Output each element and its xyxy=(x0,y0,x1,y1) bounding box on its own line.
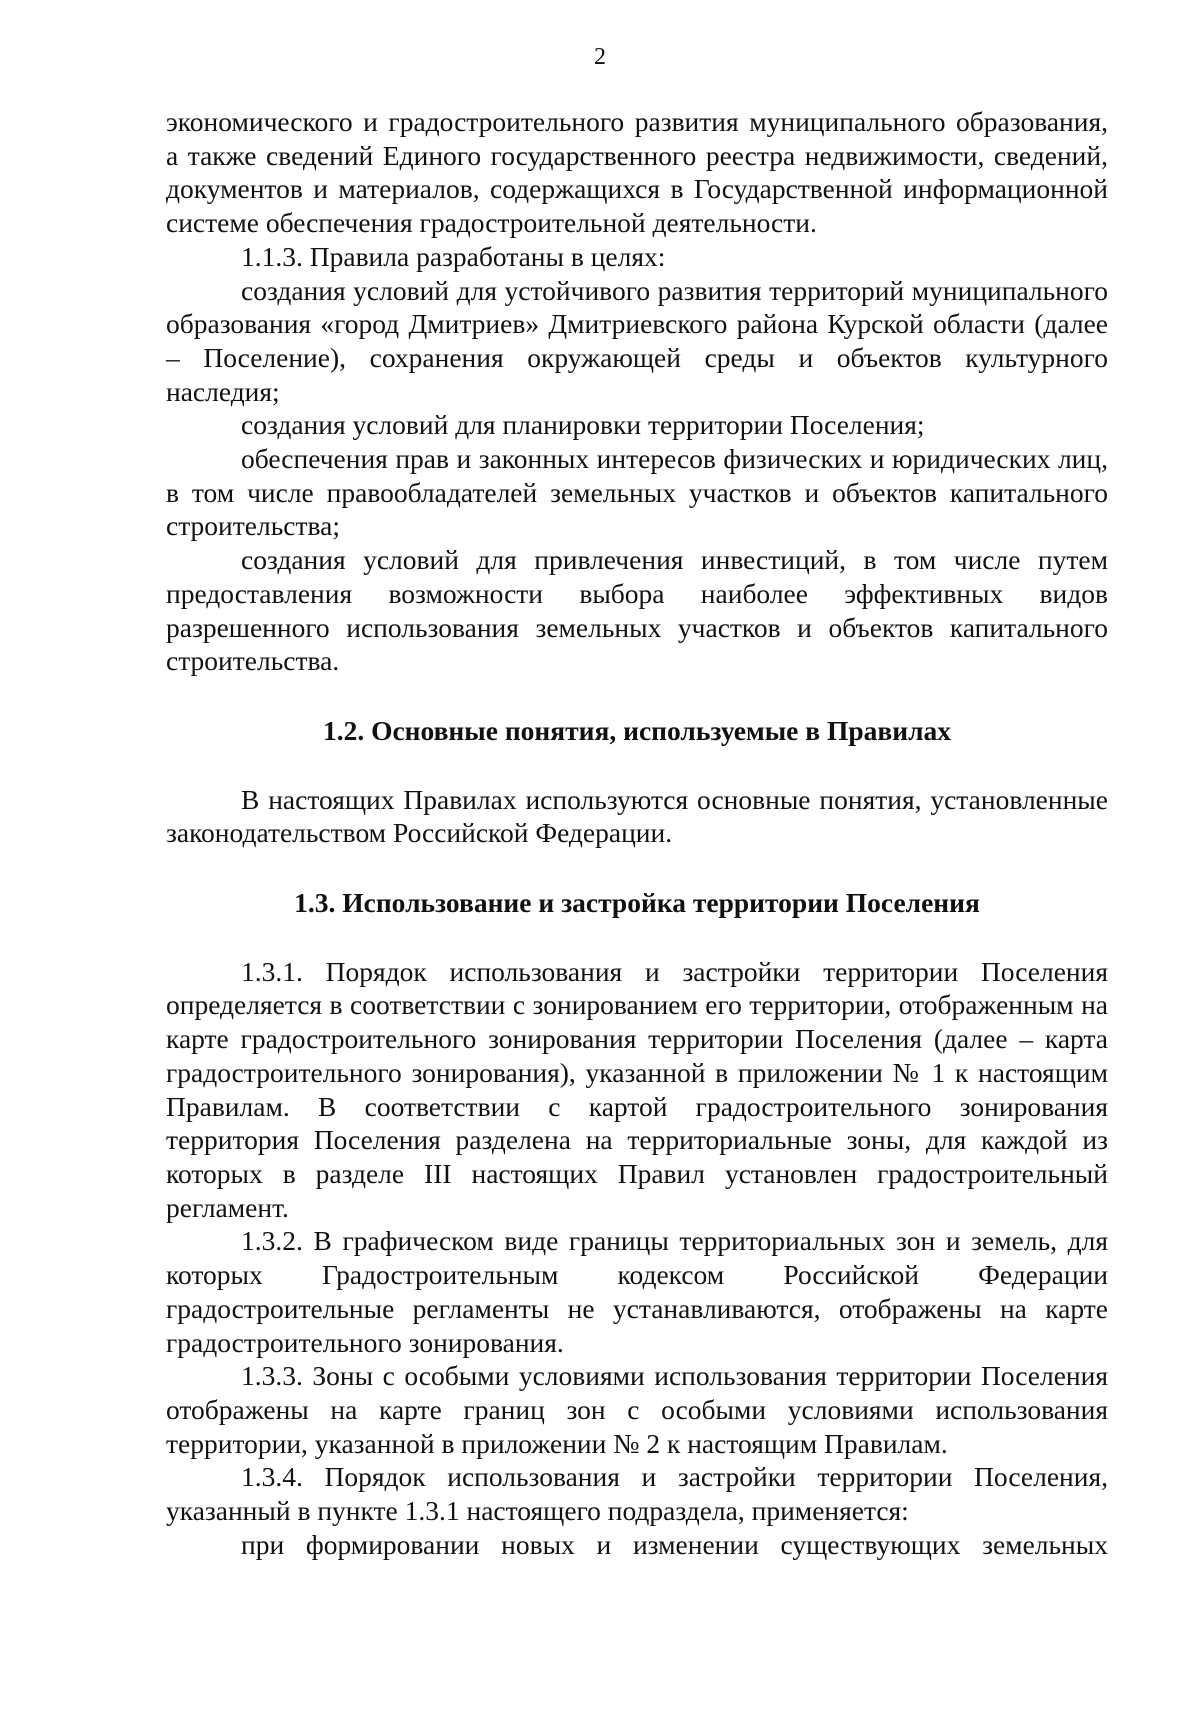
paragraph-continuation: экономического и градостроительного развития муниципального образования, а также сведений Единого государственного реестра недвижимости, сведений, документов и материалов, содержащихся в Государственной информационной системе обеспечения градостроительной деятельности. xyxy=(166,106,1108,239)
paragraph-goal-sustainable-development: создания условий для устойчивого развития территорий муниципального образования «город Дмитриев» Дмитриевского района Курской области (далее – Поселение), сохранения окружающей среды и объектов культурного наследия; xyxy=(166,274,1108,407)
paragraph-1-1-3: 1.1.3. Правила разработаны в целях: xyxy=(241,240,666,272)
paragraph-1-3-1: 1.3.1. Порядок использования и застройки территории Поселения определяется в соответствии с зонированием его территории, отображенным на карте градостроительного зонирования территории Поселения (далее – карта градостроительного зонирования), указанной в приложении № 1 к настоящим Правилам. В соответствии с картой градостроительного зонирования территория Поселения разделена на территориальные зоны, для каждой из которых в разделе III настоящих Правил установлен градостроительный регламент. xyxy=(166,955,1108,1223)
paragraph-goal-rights: обеспечения прав и законных интересов физических и юридических лиц, в том числе правообладателей земельных участков и объектов капитального строительства; xyxy=(166,443,1108,542)
paragraph-1-3-4: 1.3.4. Порядок использования и застройки территории Поселения, указанный в пункте 1.3.1 настоящего подраздела, применяется: xyxy=(166,1461,1108,1527)
page-number: 2 xyxy=(594,44,606,70)
section-heading-1-3: 1.3. Использование и застройка территории Поселения xyxy=(294,887,980,919)
paragraph-1-3-2: 1.3.2. В графическом виде границы территориальных зон и земель, для которых Градостроительным кодексом Российской Федерации градостроительные регламенты не устанавливаются, отображены на карте градостроительного зонирования. xyxy=(166,1225,1108,1358)
paragraph-goal-planning: создания условий для планировки территории Поселения; xyxy=(241,409,925,441)
section-heading-1-2: 1.2. Основные понятия, используемые в Правилах xyxy=(322,714,952,746)
paragraph-1-3-3: 1.3.3. Зоны с особыми условиями использования территории Поселения отображены на карте границ зон с особыми условиями использования территории, указанной в приложении № 2 к настоящим Правилам. xyxy=(166,1360,1108,1459)
paragraph-land-plots: при формировании новых и изменении существующих земельных xyxy=(241,1528,1108,1560)
document-body xyxy=(166,105,1108,1561)
paragraph-1-2: В настоящих Правилах используются основные понятия, установленные законодательством Российской Федерации. xyxy=(166,783,1108,849)
paragraph-goal-investments: создания условий для привлечения инвестиций, в том числе путем предоставления возможности выбора наиболее эффективных видов разрешенного использования земельных участков и объектов капитального строительства. xyxy=(166,544,1108,677)
